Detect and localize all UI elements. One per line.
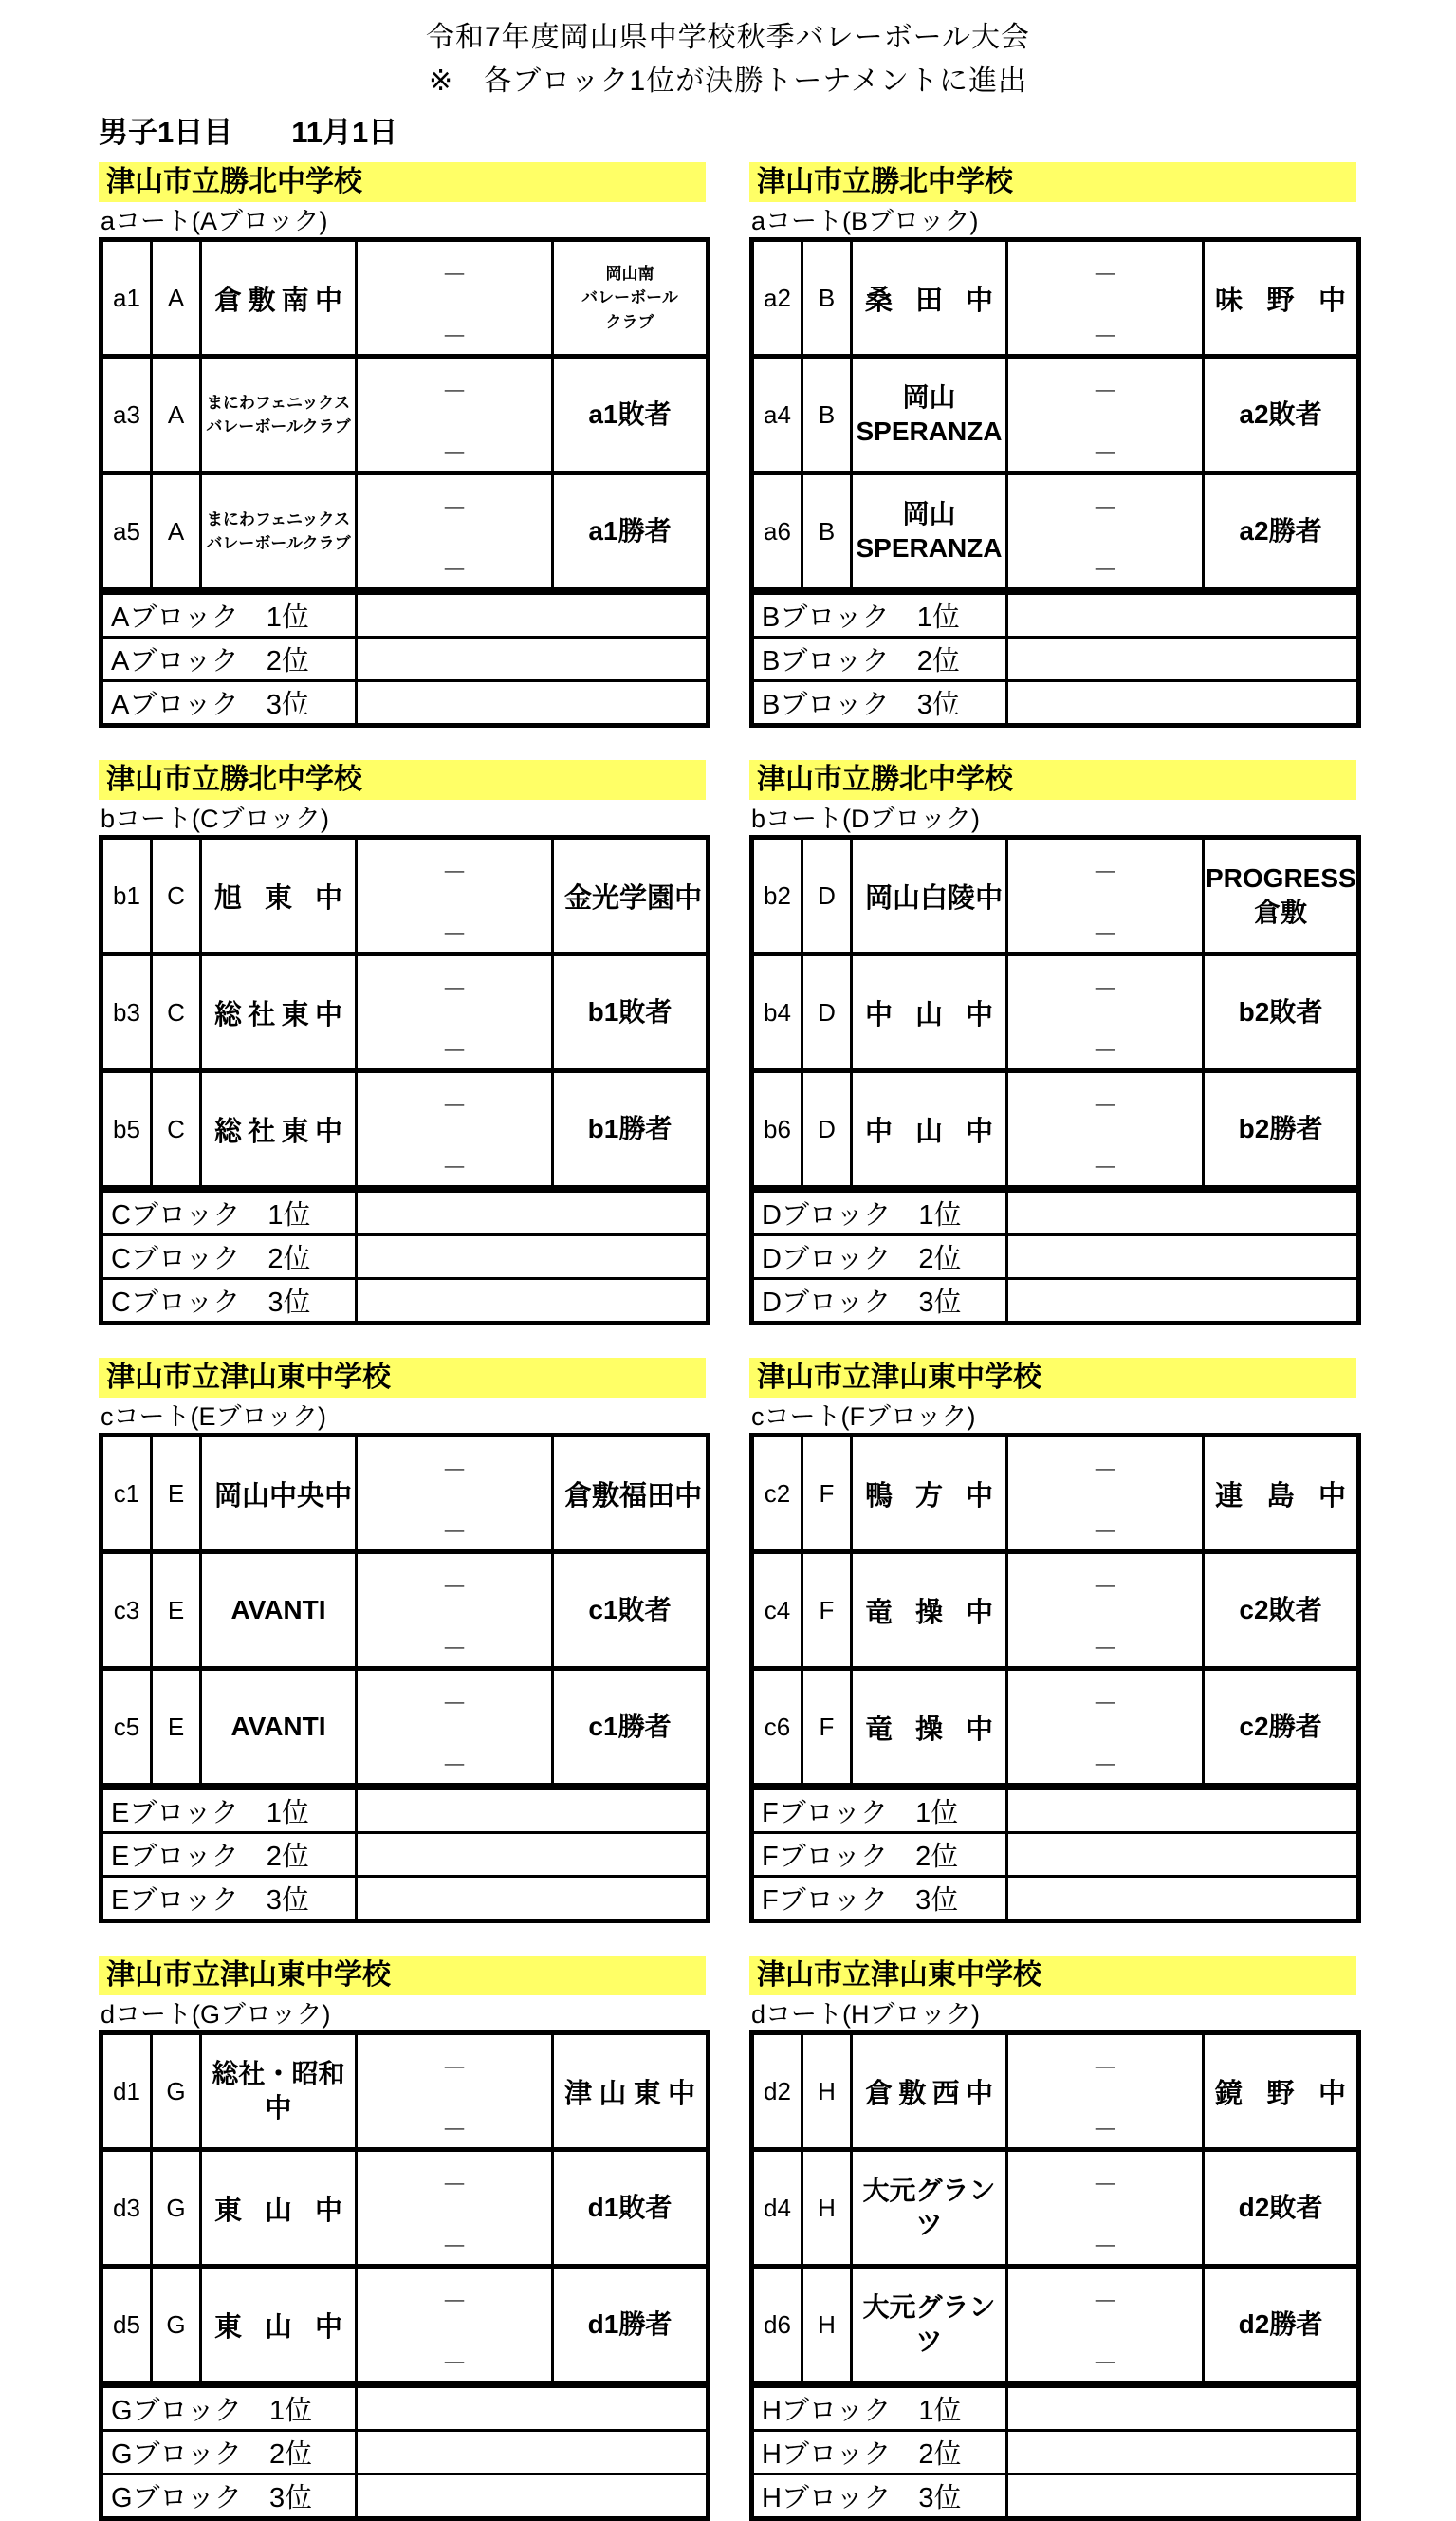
matches-table <box>99 1433 710 1788</box>
team-cell: まにわフェニックス バレーボールクラブ <box>201 357 357 473</box>
venue-header: 津山市立勝北中学校 <box>99 760 706 800</box>
rank-value-cell <box>357 2431 709 2475</box>
block <box>749 760 1356 1325</box>
venue-header: 津山市立津山東中学校 <box>99 1358 706 1398</box>
block-letter-cell: B <box>802 240 852 357</box>
block-letter-cell: E <box>152 1436 201 1552</box>
matches-body <box>752 1436 1359 1786</box>
score-cell: － － <box>357 1071 553 1188</box>
score-cell: － － <box>1007 838 1204 955</box>
score-cell: － － <box>1007 357 1204 473</box>
court-label: dコート(Gブロック) <box>101 2000 331 2029</box>
matches-body <box>752 2033 1359 2383</box>
venue-header: 津山市立勝北中学校 <box>749 760 1356 800</box>
team-cell: 東 山 中 <box>201 2150 357 2267</box>
ranks-body <box>101 2387 709 2519</box>
court-label: aコート(Aブロック) <box>101 207 328 235</box>
rank-label-cell: Hブロック 2位 <box>752 2431 1007 2475</box>
rank-label-cell: Aブロック 1位 <box>101 594 357 638</box>
rank-table <box>749 1788 1361 1923</box>
rank-row <box>101 2431 709 2475</box>
matches-body <box>101 838 709 1188</box>
rank-value-cell <box>357 594 709 638</box>
team-cell: 中 山 中 <box>852 955 1007 1071</box>
block <box>99 760 706 1325</box>
score-cell: － － <box>1007 2150 1204 2267</box>
block-letter-cell: H <box>802 2150 852 2267</box>
score-cell: － － <box>357 2267 553 2383</box>
block-letter-cell: A <box>152 357 201 473</box>
opponent-cell: a2敗者 <box>1204 357 1359 473</box>
rank-row <box>752 2431 1359 2475</box>
match-row <box>101 2267 709 2383</box>
rank-row <box>752 594 1359 638</box>
rank-row <box>752 1235 1359 1279</box>
team-cell: 倉 敷 南 中 <box>201 240 357 357</box>
rank-label-cell: Cブロック 2位 <box>101 1235 357 1279</box>
match-id-cell: b2 <box>752 838 802 955</box>
tournament-sheet <box>0 13 1456 2513</box>
rank-label-cell: Fブロック 2位 <box>752 1833 1007 1877</box>
team-cell: AVANTI <box>201 1669 357 1786</box>
ranks-body <box>101 1192 709 1324</box>
block-letter-cell: F <box>802 1669 852 1786</box>
score-cell: － － <box>1007 955 1204 1071</box>
opponent-cell: 倉 敷 福 田 中 <box>553 1436 709 1552</box>
venue-header: 津山市立津山東中学校 <box>749 1358 1356 1398</box>
score-cell: － － <box>1007 240 1204 357</box>
ranks-body <box>752 594 1359 726</box>
block-letter-cell: D <box>802 955 852 1071</box>
match-id-cell: d5 <box>101 2267 152 2383</box>
match-row <box>101 955 709 1071</box>
opponent-cell: c1敗者 <box>553 1552 709 1669</box>
score-cell: － － <box>1007 1071 1204 1188</box>
rank-row <box>752 681 1359 726</box>
match-row <box>101 240 709 357</box>
team-cell: 竜 操 中 <box>852 1669 1007 1786</box>
rank-row <box>101 1877 709 1921</box>
opponent-cell: 連 島 中 <box>1204 1436 1359 1552</box>
rank-row <box>101 594 709 638</box>
rank-label-cell: Hブロック 1位 <box>752 2387 1007 2431</box>
block-letter-cell: H <box>802 2033 852 2150</box>
match-id-cell: d4 <box>752 2150 802 2267</box>
score-cell: － － <box>357 1669 553 1786</box>
match-id-cell: d6 <box>752 2267 802 2383</box>
rank-label-cell: Gブロック 1位 <box>101 2387 357 2431</box>
matches-body <box>101 2033 709 2383</box>
date-line: 男子1日目 11月1日 <box>99 116 398 149</box>
opponent-cell: c2勝者 <box>1204 1669 1359 1786</box>
block-letter-cell: H <box>802 2267 852 2383</box>
team-cell: 大元グランツ <box>852 2150 1007 2267</box>
matches-table <box>749 835 1361 1190</box>
block-letter-cell: G <box>152 2267 201 2383</box>
match-row <box>101 1436 709 1552</box>
block-letter-cell: E <box>152 1552 201 1669</box>
rank-label-cell: Eブロック 3位 <box>101 1877 357 1921</box>
rank-label-cell: Bブロック 1位 <box>752 594 1007 638</box>
match-id-cell: b5 <box>101 1071 152 1188</box>
score-cell: － － <box>1007 1669 1204 1786</box>
matches-table <box>99 2030 710 2385</box>
opponent-cell: c1勝者 <box>553 1669 709 1786</box>
match-row <box>752 1669 1359 1786</box>
rank-label-cell: Eブロック 2位 <box>101 1833 357 1877</box>
rank-row <box>752 1789 1359 1833</box>
opponent-cell: c2敗者 <box>1204 1552 1359 1669</box>
rank-row <box>101 1235 709 1279</box>
score-cell: － － <box>357 2150 553 2267</box>
match-row <box>101 357 709 473</box>
rank-value-cell <box>357 1833 709 1877</box>
rank-row <box>752 638 1359 681</box>
rank-row <box>752 1833 1359 1877</box>
venue-header: 津山市立津山東中学校 <box>749 1956 1356 1995</box>
opponent-cell: 岡山南 バレーボール クラブ <box>553 240 709 357</box>
rank-row <box>752 1192 1359 1235</box>
match-row <box>101 473 709 590</box>
opponent-cell: b1勝者 <box>553 1071 709 1188</box>
block-letter-cell: C <box>152 1071 201 1188</box>
rank-row <box>101 1789 709 1833</box>
rank-value-cell <box>357 638 709 681</box>
matches-table <box>749 237 1361 592</box>
match-row <box>101 1552 709 1669</box>
rank-table <box>99 592 710 728</box>
block-letter-cell: B <box>802 357 852 473</box>
matches-body <box>101 240 709 590</box>
score-cell: － － <box>357 1552 553 1669</box>
rank-value-cell <box>1007 1877 1359 1921</box>
blocks-grid <box>99 162 1456 2521</box>
opponent-cell: a2勝者 <box>1204 473 1359 590</box>
rank-value-cell <box>1007 1833 1359 1877</box>
rank-row <box>101 681 709 726</box>
block-letter-cell: E <box>152 1669 201 1786</box>
block-letter-cell: D <box>802 838 852 955</box>
block-letter-cell: A <box>152 240 201 357</box>
opponent-cell: PROGRESS 倉敷 <box>1204 838 1359 955</box>
rank-row <box>752 2387 1359 2431</box>
match-id-cell: b1 <box>101 838 152 955</box>
team-cell: 桑 田 中 <box>852 240 1007 357</box>
match-id-cell: c5 <box>101 1669 152 1786</box>
block-letter-cell: C <box>152 955 201 1071</box>
match-id-cell: b6 <box>752 1071 802 1188</box>
rank-label-cell: Dブロック 1位 <box>752 1192 1007 1235</box>
rank-row <box>752 1877 1359 1921</box>
match-row <box>752 357 1359 473</box>
rank-label-cell: Eブロック 1位 <box>101 1789 357 1833</box>
team-cell: 竜 操 中 <box>852 1552 1007 1669</box>
team-cell: 岡山 SPERANZA <box>852 357 1007 473</box>
match-id-cell: c6 <box>752 1669 802 1786</box>
score-cell: － － <box>357 1436 553 1552</box>
block-letter-cell: G <box>152 2033 201 2150</box>
rank-table <box>99 2385 710 2521</box>
rank-label-cell: Bブロック 2位 <box>752 638 1007 681</box>
rank-label-cell: Fブロック 1位 <box>752 1789 1007 1833</box>
rank-value-cell <box>1007 1789 1359 1833</box>
rank-value-cell <box>357 1192 709 1235</box>
opponent-cell: b1敗者 <box>553 955 709 1071</box>
score-cell: － － <box>357 240 553 357</box>
rank-value-cell <box>357 681 709 726</box>
score-cell: － － <box>357 2033 553 2150</box>
match-row <box>101 2150 709 2267</box>
score-cell: － － <box>357 955 553 1071</box>
team-cell: 東 山 中 <box>201 2267 357 2383</box>
block-letter-cell: C <box>152 838 201 955</box>
rank-table <box>749 1190 1361 1325</box>
matches-table <box>99 237 710 592</box>
opponent-cell: b2勝者 <box>1204 1071 1359 1188</box>
ranks-body <box>752 1192 1359 1324</box>
rank-row <box>101 2387 709 2431</box>
opponent-cell: d2勝者 <box>1204 2267 1359 2383</box>
opponent-cell: 金 光 学 園 中 <box>553 838 709 955</box>
opponent-cell: b2敗者 <box>1204 955 1359 1071</box>
ranks-body <box>752 1789 1359 1921</box>
team-cell: 岡 山 白 陵 中 <box>852 838 1007 955</box>
match-row <box>752 1071 1359 1188</box>
match-id-cell: b4 <box>752 955 802 1071</box>
matches-table <box>749 1433 1361 1788</box>
rank-value-cell <box>357 1789 709 1833</box>
rank-label-cell: Gブロック 3位 <box>101 2475 357 2519</box>
block <box>749 162 1356 728</box>
rank-row <box>101 1192 709 1235</box>
rank-value-cell <box>1007 1235 1359 1279</box>
team-cell: 旭 東 中 <box>201 838 357 955</box>
block-letter-cell: B <box>802 473 852 590</box>
team-cell: 大元グランツ <box>852 2267 1007 2383</box>
score-cell: － － <box>1007 1552 1204 1669</box>
matches-body <box>752 240 1359 590</box>
rank-row <box>101 638 709 681</box>
block-letter-cell: A <box>152 473 201 590</box>
block-letter-cell: G <box>152 2150 201 2267</box>
team-cell: 総 社 東 中 <box>201 955 357 1071</box>
match-id-cell: a3 <box>101 357 152 473</box>
match-row <box>752 240 1359 357</box>
rank-label-cell: Dブロック 2位 <box>752 1235 1007 1279</box>
team-cell: AVANTI <box>201 1552 357 1669</box>
ranks-body <box>752 2387 1359 2519</box>
rank-label-cell: Aブロック 2位 <box>101 638 357 681</box>
venue-header: 津山市立津山東中学校 <box>99 1956 706 1995</box>
match-id-cell: a5 <box>101 473 152 590</box>
matches-body <box>752 838 1359 1188</box>
rank-value-cell <box>1007 638 1359 681</box>
rank-label-cell: Aブロック 3位 <box>101 681 357 726</box>
opponent-cell: 津 山 東 中 <box>553 2033 709 2150</box>
block <box>749 1956 1356 2521</box>
score-cell: － － <box>357 357 553 473</box>
block <box>749 1358 1356 1923</box>
score-cell: － － <box>1007 473 1204 590</box>
rank-label-cell: Hブロック 3位 <box>752 2475 1007 2519</box>
court-label: dコート(Hブロック) <box>751 2000 980 2029</box>
rank-row <box>101 1279 709 1324</box>
court-label: aコート(Bブロック) <box>751 207 979 235</box>
match-row <box>752 2267 1359 2383</box>
team-cell: 倉 敷 西 中 <box>852 2033 1007 2150</box>
score-cell: － － <box>1007 1436 1204 1552</box>
match-row <box>101 2033 709 2150</box>
team-cell: 岡山 SPERANZA <box>852 473 1007 590</box>
block-letter-cell: F <box>802 1552 852 1669</box>
block-letter-cell: F <box>802 1436 852 1552</box>
match-row <box>101 1071 709 1188</box>
rank-row <box>752 2475 1359 2519</box>
block <box>99 162 706 728</box>
rank-value-cell <box>1007 681 1359 726</box>
rank-value-cell <box>357 2475 709 2519</box>
rank-value-cell <box>1007 2387 1359 2431</box>
rank-table <box>99 1788 710 1923</box>
rank-label-cell: Cブロック 1位 <box>101 1192 357 1235</box>
ranks-body <box>101 594 709 726</box>
venue-header: 津山市立勝北中学校 <box>749 162 1356 202</box>
team-cell: 岡 山 中 央 中 <box>201 1436 357 1552</box>
match-id-cell: a2 <box>752 240 802 357</box>
rank-value-cell <box>1007 2475 1359 2519</box>
opponent-cell: 味 野 中 <box>1204 240 1359 357</box>
score-cell: － － <box>357 473 553 590</box>
match-row <box>752 838 1359 955</box>
match-id-cell: d3 <box>101 2150 152 2267</box>
opponent-cell: d1敗者 <box>553 2150 709 2267</box>
rank-label-cell: Fブロック 3位 <box>752 1877 1007 1921</box>
ranks-body <box>101 1789 709 1921</box>
opponent-cell: 鏡 野 中 <box>1204 2033 1359 2150</box>
match-row <box>752 2033 1359 2150</box>
match-row <box>752 473 1359 590</box>
team-cell: 中 山 中 <box>852 1071 1007 1188</box>
match-id-cell: a4 <box>752 357 802 473</box>
venue-header: 津山市立勝北中学校 <box>99 162 706 202</box>
rank-value-cell <box>1007 1279 1359 1324</box>
rank-row <box>101 1833 709 1877</box>
rank-value-cell <box>1007 594 1359 638</box>
page-subtitle: ※ 各ブロック1位が決勝トーナメントに進出 <box>428 65 1028 97</box>
rank-value-cell <box>357 1279 709 1324</box>
opponent-cell: d2敗者 <box>1204 2150 1359 2267</box>
match-row <box>752 2150 1359 2267</box>
rank-row <box>101 2475 709 2519</box>
rank-label-cell: Gブロック 2位 <box>101 2431 357 2475</box>
rank-row <box>752 1279 1359 1324</box>
matches-table <box>99 835 710 1190</box>
rank-value-cell <box>357 2387 709 2431</box>
rank-table <box>99 1190 710 1325</box>
match-row <box>752 955 1359 1071</box>
match-id-cell: d2 <box>752 2033 802 2150</box>
rank-value-cell <box>357 1877 709 1921</box>
rank-value-cell <box>1007 2431 1359 2475</box>
court-label: cコート(Fブロック) <box>751 1402 976 1431</box>
page-title: 令和7年度岡山県中学校秋季バレーボール大会 <box>425 22 1031 53</box>
rank-value-cell <box>1007 1192 1359 1235</box>
team-cell: 総社・昭和中 <box>201 2033 357 2150</box>
match-id-cell: c1 <box>101 1436 152 1552</box>
rank-label-cell: Cブロック 3位 <box>101 1279 357 1324</box>
score-cell: － － <box>1007 2033 1204 2150</box>
rank-table <box>749 2385 1361 2521</box>
rank-label-cell: Bブロック 3位 <box>752 681 1007 726</box>
match-id-cell: a1 <box>101 240 152 357</box>
court-label: bコート(Cブロック) <box>101 805 329 833</box>
opponent-cell: d1勝者 <box>553 2267 709 2383</box>
team-cell: まにわフェニックス バレーボールクラブ <box>201 473 357 590</box>
block <box>99 1956 706 2521</box>
block-letter-cell: D <box>802 1071 852 1188</box>
matches-table <box>749 2030 1361 2385</box>
match-row <box>101 838 709 955</box>
match-row <box>752 1552 1359 1669</box>
match-id-cell: c3 <box>101 1552 152 1669</box>
rank-label-cell: Dブロック 3位 <box>752 1279 1007 1324</box>
match-id-cell: a6 <box>752 473 802 590</box>
opponent-cell: a1敗者 <box>553 357 709 473</box>
match-id-cell: b3 <box>101 955 152 1071</box>
match-row <box>752 1436 1359 1552</box>
score-cell: － － <box>357 838 553 955</box>
match-row <box>101 1669 709 1786</box>
opponent-cell: a1勝者 <box>553 473 709 590</box>
team-cell: 鴨 方 中 <box>852 1436 1007 1552</box>
score-cell: － － <box>1007 2267 1204 2383</box>
match-id-cell: d1 <box>101 2033 152 2150</box>
rank-table <box>749 592 1361 728</box>
block <box>99 1358 706 1923</box>
court-label: cコート(Eブロック) <box>101 1402 326 1431</box>
match-id-cell: c4 <box>752 1552 802 1669</box>
match-id-cell: c2 <box>752 1436 802 1552</box>
team-cell: 総 社 東 中 <box>201 1071 357 1188</box>
court-label: bコート(Dブロック) <box>751 805 980 833</box>
rank-value-cell <box>357 1235 709 1279</box>
matches-body <box>101 1436 709 1786</box>
